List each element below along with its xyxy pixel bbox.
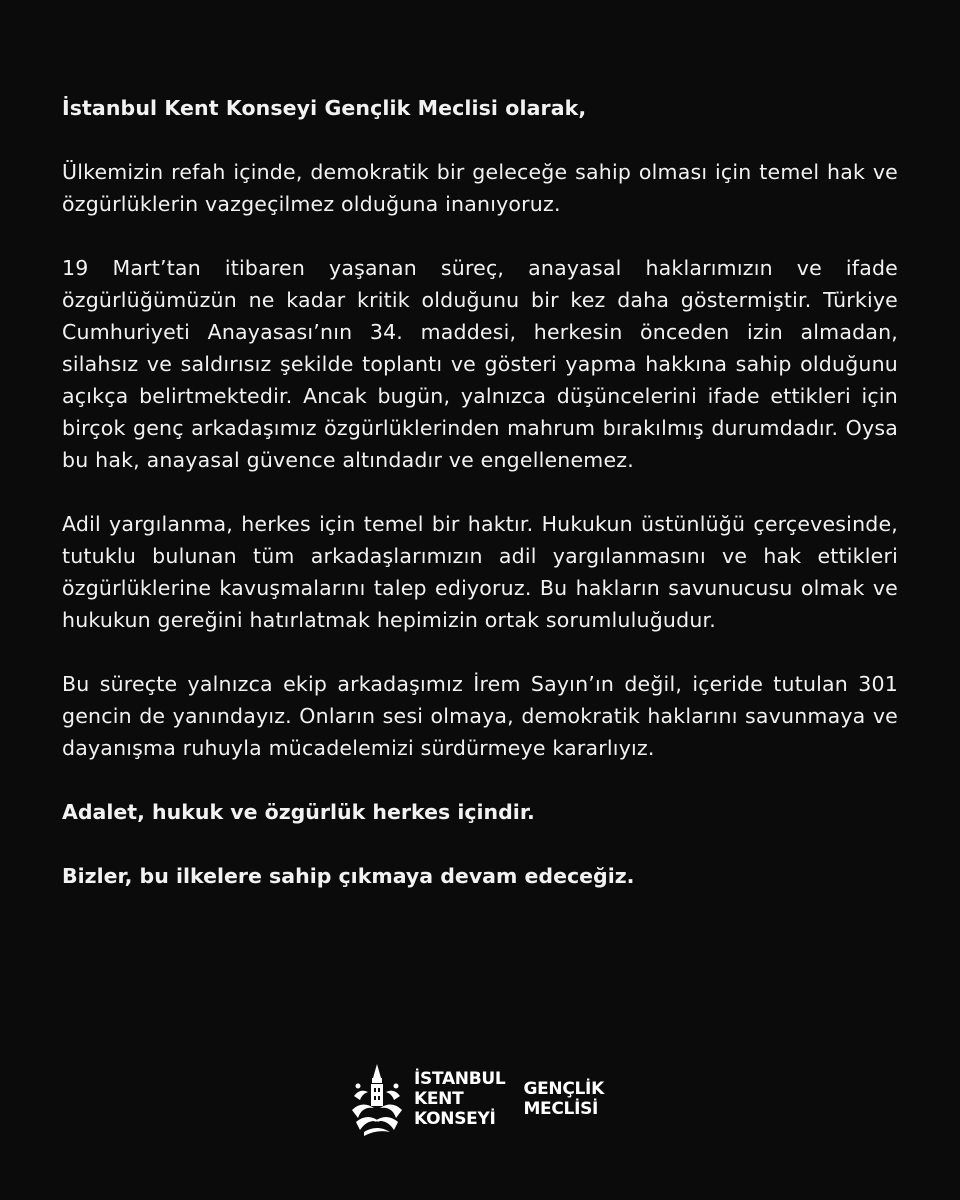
logo-wordmark xyxy=(414,1069,505,1129)
logo-sub-line-2: MECLİSİ xyxy=(523,1099,599,1119)
closing-line-1: Adalet, hukuk ve özgürlük herkes içindir. xyxy=(62,800,535,824)
logo-sub-line-1: GENÇLİK xyxy=(523,1079,604,1099)
organization-logo xyxy=(348,1062,604,1136)
paragraph-1: Ülkemizin refah içinde, demokratik bir geleceğe sahip olması için temel hak ve özgürlüklerin vazgeçilmez olduğuna inanıyoruz. xyxy=(62,160,898,216)
paragraph-4: Bu süreçte yalnızca ekip arkadaşımız İrem Sayın’ın değil, içeride tutulan 301 gencin de yanındayız. Onların sesi olmaya, demokratik haklarını savunmaya ve dayanışma ruhuyla mücadelemizi sürdürmeye kararlıyız. xyxy=(62,672,898,760)
logo-subtitle xyxy=(523,1079,604,1119)
logo-line-3: KONSEYİ xyxy=(414,1109,496,1129)
logo-line-1: İSTANBUL xyxy=(414,1069,506,1089)
paragraph-3: Adil yargılanma, herkes için temel bir haktır. Hukukun üstünlüğü çerçevesinde, tutuklu bulunan tüm arkadaşlarımızın adil yargılanmasını ve hak ettikleri özgürlüklerine kavuşmalarını talep ediyoruz. Bu hakların savunucusu olmak ve hukukun gereğini hatırlatmak hepimizin ortak sorumluluğudur. xyxy=(62,512,898,632)
paragraph-2: 19 Mart’tan itibaren yaşanan süreç, anayasal haklarımızın ve ifade özgürlüğümüzün ne kadar kritik olduğunu bir kez daha göstermiştir. Türkiye Cumhuriyeti Anayasası’nın 34. maddesi, herkesin önceden izin almadan, silahsız ve saldırısız şekilde toplantı ve gösteri yapma hakkına sahip olduğunu açıkça belirtmektedir. Ancak bugün, yalnızca düşüncelerini ifade ettikleri için birçok genç arkadaşımız özgürlüklerinden mahrum bırakılmış durumdadır. Oysa bu hak, anayasal güvence altındadır ve engellenemez. xyxy=(62,256,898,472)
closing-line-2: Bizler, bu ilkelere sahip çıkmaya devam edeceğiz. xyxy=(62,864,635,888)
statement-body xyxy=(62,92,898,924)
statement-heading: İstanbul Kent Konseyi Gençlik Meclisi olarak, xyxy=(62,96,587,120)
logo-line-2: KENT xyxy=(414,1089,464,1109)
galata-tower-icon xyxy=(348,1062,406,1136)
